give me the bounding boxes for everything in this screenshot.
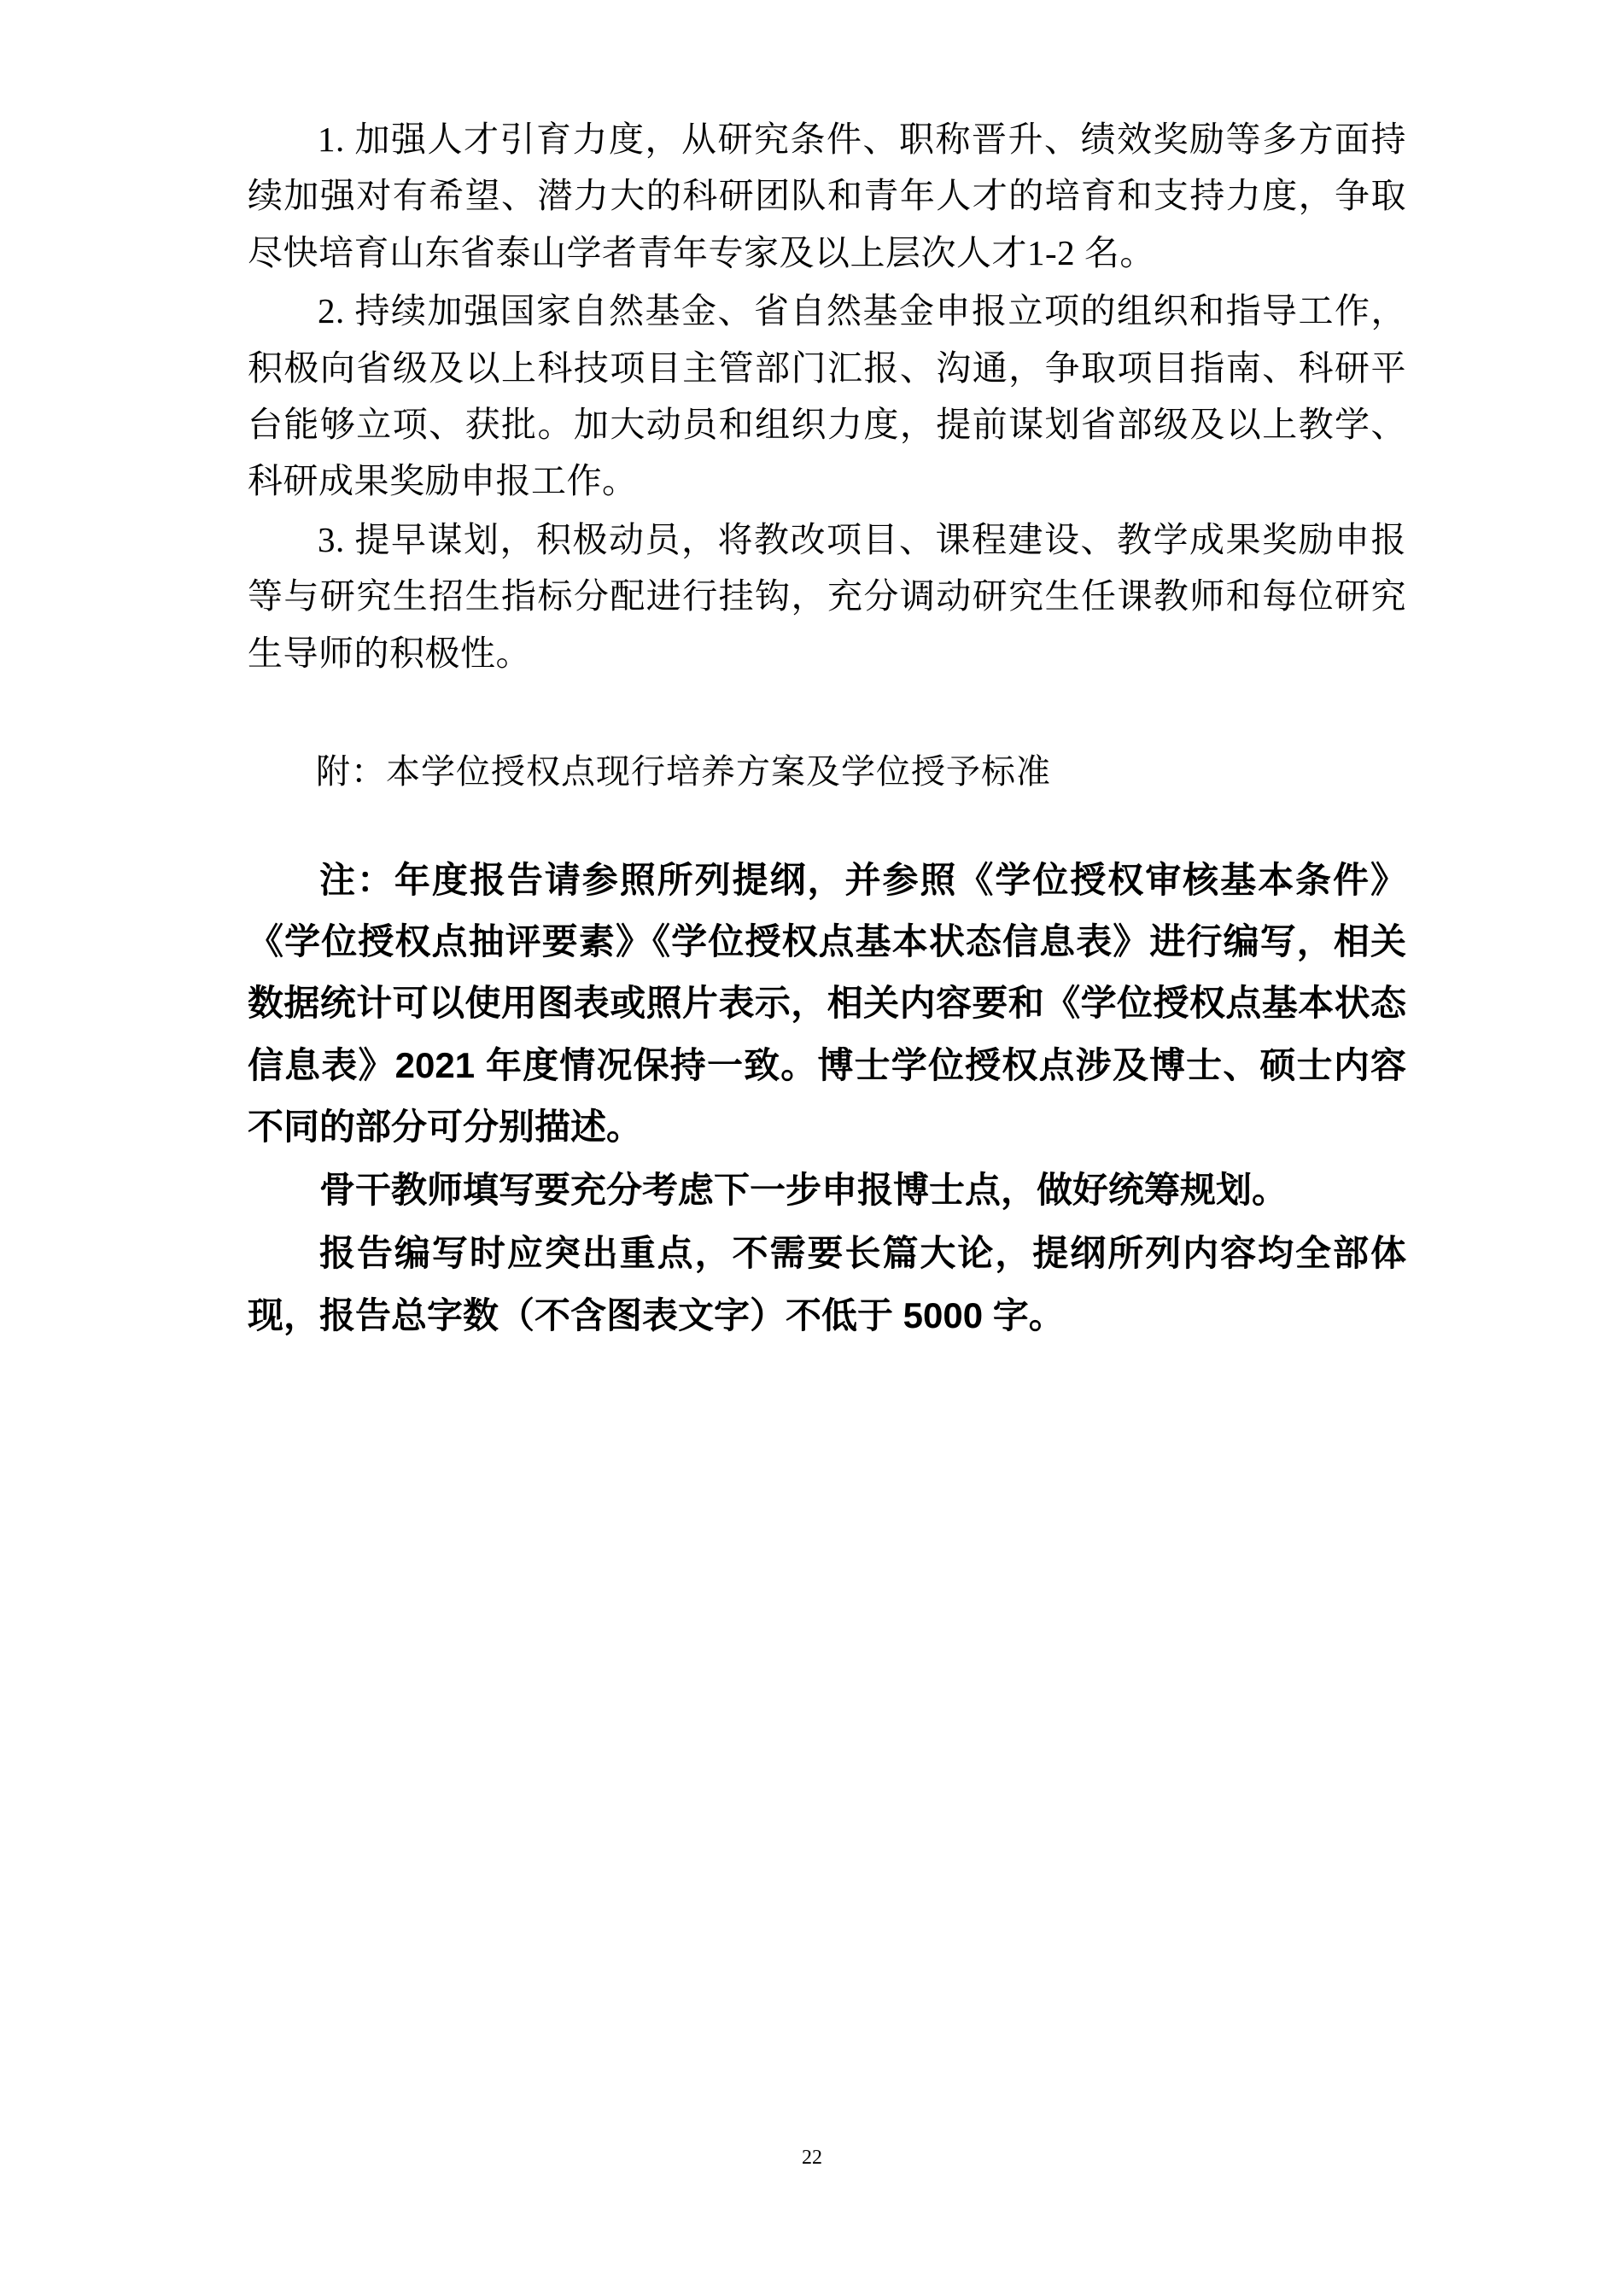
section-spacer-1 bbox=[248, 683, 1406, 745]
body-paragraph-2: 2. 持续加强国家自然基金、省自然基金申报立项的组织和指导工作，积极向省级及以上科技项目主管部门汇报、沟通，争取项目指南、科研平台能够立项、获批。加大动员和组织力度，提前谋划省部级及以上教学、科研成果奖励申报工作。 bbox=[248, 291, 1406, 501]
page-number: 22 bbox=[802, 2147, 822, 2169]
body-paragraph-1: 1. 加强人才引育力度，从研究条件、职称晋升、绩效奖励等多方面持续加强对有希望、潜力大的科研团队和青年人才的培育和支持力度，争取尽快培育山东省泰山学者青年专家及以上层次人才1-2 名。 bbox=[248, 120, 1406, 272]
note-paragraph-2: 骨干教师填写要充分考虑下一步申报博士点，做好统筹规划。 bbox=[319, 1170, 1288, 1211]
note-section bbox=[248, 850, 1406, 1347]
body-paragraph-3: 3. 提早谋划，积极动员，将教改项目、课程建设、教学成果奖励申报等与研究生招生指标分配进行挂钩，充分调动研究生任课教师和每位研究生导师的积极性。 bbox=[248, 519, 1406, 673]
section-spacer-2 bbox=[248, 800, 1406, 850]
note-paragraph-3: 报告编写时应突出重点，不需要长篇大论，提纲所列内容均全部体现，报告总字数（不含图表文字）不低于 5000 字。 bbox=[248, 1233, 1406, 1335]
attachment-line: 附：本学位授权点现行培养方案及学位授予标准 bbox=[316, 752, 1051, 792]
note-paragraph-1: 注：年度报告请参照所列提纲，并参照《学位授权审核基本条件》《学位授权点抽评要素》《学位授权点基本状态信息表》进行编写，相关数据统计可以使用图表或照片表示，相关内容要和《学位授权点基本状态信息表》2021 年度情况保持一致。博士学位授权点涉及博士、硕士内容不同的部分可分别描述。 bbox=[248, 859, 1406, 1147]
body-section bbox=[248, 111, 1406, 681]
